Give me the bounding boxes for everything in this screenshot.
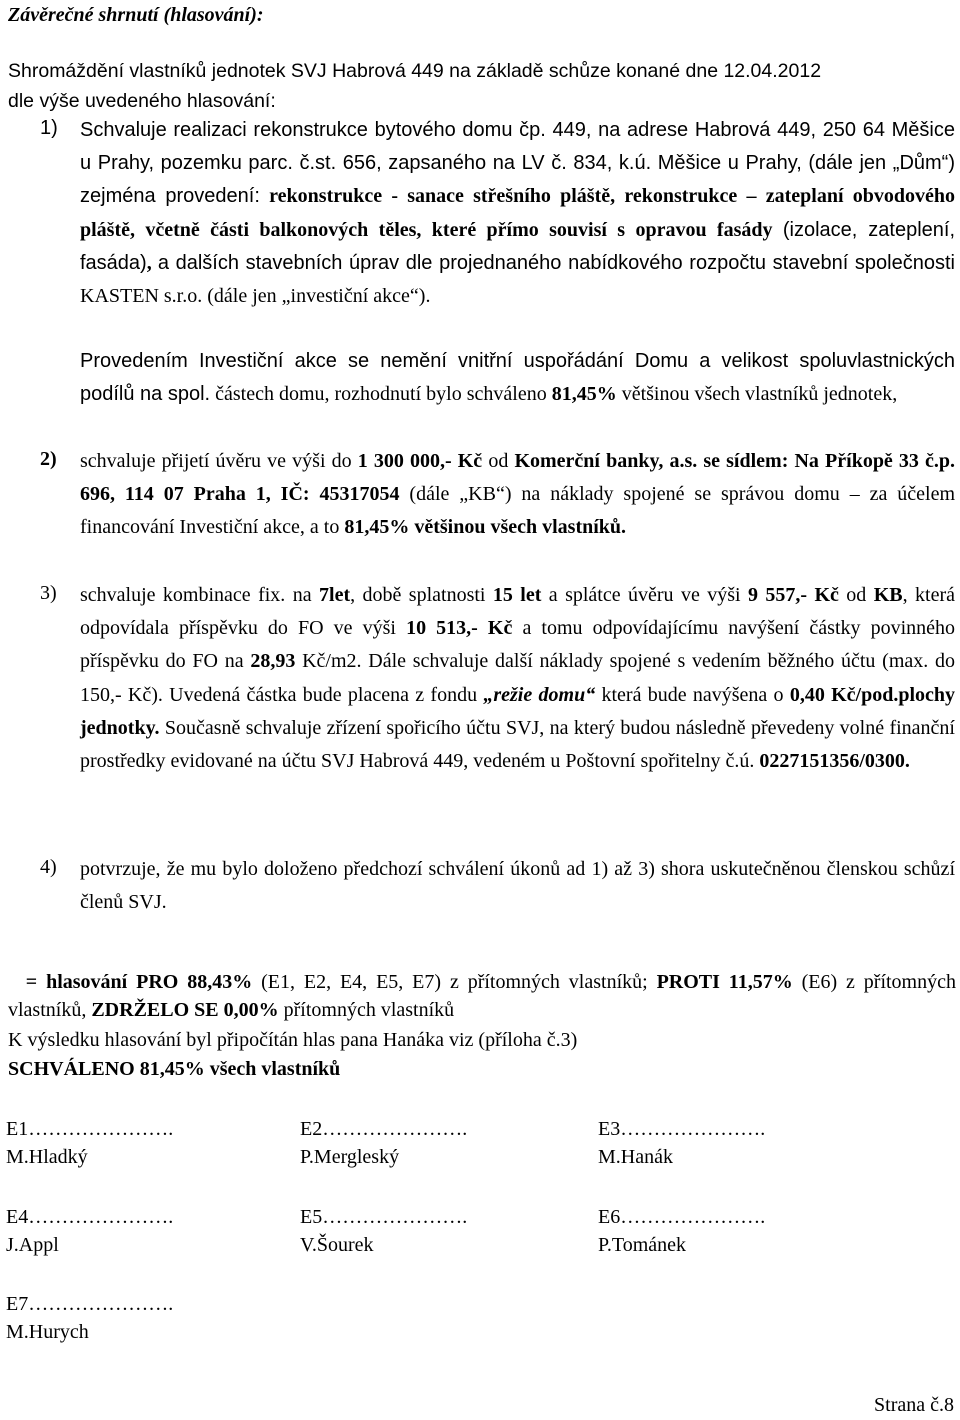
item-3-fix-years: 7let: [319, 584, 351, 606]
vote-abstain-detail: přítomných vlastníků: [283, 999, 455, 1021]
item-4-number: 4): [40, 856, 57, 878]
item-3-text-2: na: [292, 584, 312, 606]
item-3-account: 0227151356/0300.: [759, 750, 910, 773]
item-3-text-9: která bude navýšena o: [601, 683, 784, 706]
vote-for: = hlasování PRO 88,43%: [25, 971, 253, 993]
item-3-text-8: Kč/m2. Dále schvaluje další náklady spojené s vedením běžného účtu (max. do 150,- Kč). Uvedená částka bude placena z fondu: [80, 650, 956, 706]
item-2-majority: 81,45% většinou všech vlastníků.: [344, 516, 627, 539]
signature-e4: [6, 1203, 173, 1259]
item-3-number: 3): [40, 582, 57, 604]
intro: [8, 56, 948, 116]
signature-e6: [598, 1203, 765, 1259]
item-3-text-4: a splátce úvěru ve výši: [548, 584, 741, 606]
item-1-text-d: KASTEN s.r.o. (dále jen „investiční akce“).: [80, 285, 431, 308]
signature-name: M.Hladký: [6, 1146, 88, 1168]
signature-code: E4………………….: [6, 1206, 174, 1228]
item-1-text-b: (izolace, zateplení, fasáda): [80, 218, 955, 274]
item-1-paragraph-2: [80, 345, 955, 411]
vote-result: [8, 968, 956, 1024]
page-title: Závěrečné shrnutí (hlasování):: [8, 4, 264, 26]
vote-approved: SCHVÁLENO 81,45% všech vlastníků: [8, 1058, 341, 1080]
signature-name: P.Mergleský: [300, 1146, 400, 1168]
item-1-bold-comma: ,: [146, 251, 152, 274]
signature-name: M.Hurych: [6, 1321, 89, 1343]
signature-e5: [300, 1203, 467, 1259]
item-1-para2-a: Provedením Investiční akce se nemění vnitřní uspořádání Domu a velikost spoluvlastnických podílů na spol.: [80, 350, 955, 406]
item-3-term: 15 let: [492, 584, 542, 606]
signature-code: E1………………….: [6, 1118, 174, 1140]
signature-e7: [6, 1290, 173, 1346]
item-2-text-a: schvaluje přijetí úvěru ve výši do: [80, 450, 352, 472]
signature-code: E6………………….: [598, 1206, 766, 1228]
item-3-text-5: od: [846, 584, 867, 606]
item-2-amount: 1 300 000,- Kč: [357, 450, 483, 472]
signature-e1: [6, 1115, 173, 1171]
item-3-text-10: Současně schvaluje zřízení spořicího účtu SVJ, na který budou následně převedeny volné finanční prostředky evidované na účtu SVJ Habrová 449, vedeném u Poštovní spořitelny č.ú.: [80, 716, 955, 773]
signature-code: E2………………….: [300, 1118, 468, 1140]
item-3-text-1: schvaluje kombinace fix.: [80, 584, 286, 606]
item-2-text-c: (dále „KB“) na náklady spojené se správou domu – za účelem financování Investiční akce, a to: [80, 483, 956, 539]
intro-line-2: dle výše uvedeného hlasování:: [8, 90, 276, 112]
signature-name: J.Appl: [6, 1234, 59, 1256]
intro-line-1: Shromáždění vlastníků jednotek SVJ Habrová 449 na základě schůze konané dne 12.04.2012: [8, 60, 822, 82]
signature-name: M.Hanák: [598, 1146, 673, 1168]
item-3-text-3: , době splatnosti: [350, 584, 486, 606]
item-3-bank: KB: [873, 584, 903, 606]
item-2-bank: Komerční banky, a.s. se sídlem: Na Příkopě 33 č.p. 696, 114 07 Praha 1, IČ: 45317054: [80, 450, 956, 506]
item-3-rate: 28,93: [250, 650, 296, 673]
vote-for-detail: (E1, E2, E4, E5, E7) z přítomných vlastníků;: [261, 971, 648, 993]
item-1-para2-b: částech domu, rozhodnutí bylo schváleno: [215, 383, 547, 406]
vote-against: PROTI 11,57%: [656, 971, 793, 993]
vote-note: K výsledku hlasování byl připočítán hlas pana Hanáka viz (příloha č.3): [8, 1029, 578, 1051]
item-1-bold-scope: rekonstrukce - sanace střešního pláště, rekonstrukce – zateplaní obvodového pláště, včetně části balkonových těles, které přímo souvisí s opravou fasády: [80, 185, 956, 241]
page-number: Strana č.8: [874, 1394, 954, 1416]
signature-code: E7………………….: [6, 1293, 174, 1315]
item-3-contribution: 10 513,- Kč: [406, 617, 513, 640]
vote-against-detail: (E6) z přítomných vlastníků,: [8, 971, 956, 1021]
signature-e2: [300, 1115, 467, 1171]
item-2-paragraph: [80, 445, 955, 545]
item-1-number: 1): [40, 117, 58, 139]
item-1-paragraph: [80, 114, 955, 313]
signature-e3: [598, 1115, 765, 1171]
item-3-fund-name: „režie domu“: [483, 683, 596, 706]
item-3-text-6: , která odpovídala příspěvku do FO ve výši: [80, 584, 955, 640]
signature-code: E5………………….: [300, 1206, 468, 1228]
signature-name: V.Šourek: [300, 1234, 374, 1256]
item-3-installment: 9 557,- Kč: [747, 584, 839, 606]
item-3-paragraph: [80, 579, 955, 778]
signature-code: E3………………….: [598, 1118, 766, 1140]
item-3-text-7: a tomu odpovídajícímu navýšení částky povinného příspěvku do FO na: [80, 617, 956, 673]
item-1-percent: 81,45%: [551, 383, 617, 406]
item-2-text-b: od: [488, 450, 509, 472]
item-2-number: 2): [40, 448, 57, 470]
vote-abstain: ZDRŽELO SE 0,00%: [91, 999, 279, 1021]
item-4-paragraph: potvrzuje, že mu bylo doloženo předchozí schválení úkonů ad 1) až 3) shora uskutečněnou členskou schůzí členů SVJ.: [80, 858, 955, 914]
item-3-increase: 0,40 Kč/pod.plochy jednotky.: [80, 683, 956, 739]
item-1-para2-c: většinou všech vlastníků jednotek,: [621, 383, 898, 406]
signature-name: P.Tománek: [598, 1234, 687, 1256]
item-1-text-c: a dalších stavebních úprav dle projednaného nabídkového rozpočtu stavební společnosti: [157, 251, 955, 274]
item-1-text-a: Schvaluje realizaci rekonstrukce bytového domu čp. 449, na adrese Habrová 449, 250 64 Měšice u Prahy, pozemku parc. č.st. 656, zapsaného na LV č. 834, k.ú. Měšice u Prahy, (dále jen „Dům“) zejména provedení:: [80, 119, 955, 208]
